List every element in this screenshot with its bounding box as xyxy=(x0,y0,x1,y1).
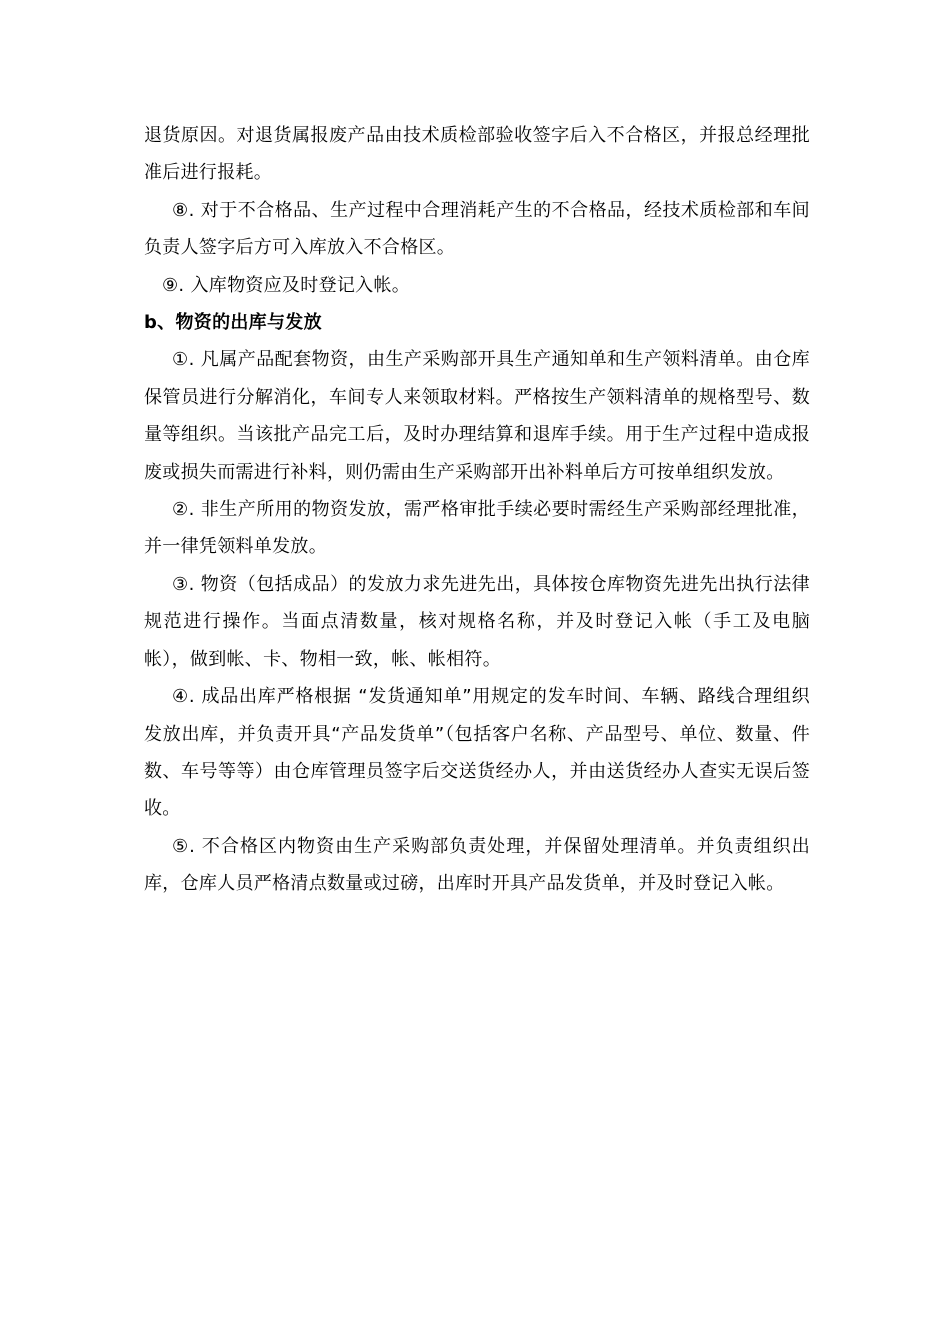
section-heading-outbound: b、物资的出库与发放 xyxy=(144,312,322,334)
paragraph-item-3: ③. 物资（包括成品）的发放力求先进先出，具体按仓库物资先进先出执行法律规范进行操作。当面点清数量，核对规格名称，并及时登记入帐（手工及电脑帐），做到帐、卡、物相一致，帐、帐相符。 xyxy=(144,573,810,670)
paragraph-item-5: ⑤. 不合格区内物资由生产采购部负责处理，并保留处理清单。并负责组织出库，仓库人员严格清点数量或过磅，出库时开具产品发货单，并及时登记入帐。 xyxy=(144,835,810,895)
paragraph-item-4: ④. 成品出库严格根据 “发货通知单”用规定的发车时间、车辆、路线合理组织发放出库，并负责开具“产品发货单”（包括客户名称、产品型号、单位、数量、件数、车号等等）由仓库管理员签字后交送货经办人，并由送货经办人查实无误后签收。 xyxy=(144,686,810,820)
document-page xyxy=(144,117,810,903)
paragraph-return-reason: 退货原因。对退货属报废产品由技术质检部验收签字后入不合格区，并报总经理批准后进行报耗。 xyxy=(144,125,810,184)
paragraph-item-9: ⑨. 入库物资应及时登记入帐。 xyxy=(162,274,411,296)
paragraph-item-1: ①. 凡属产品配套物资，由生产采购部开具生产通知单和生产领料清单。由仓库保管员进行分解消化，车间专人来领取材料。严格按生产领料清单的规格型号、数量等组织。当该批产品完工后，及时办理结算和退库手续。用于生产过程中造成报废或损失而需进行补料，则仍需由生产采购部开出补料单后方可按单组织发放。 xyxy=(144,349,810,483)
paragraph-item-8: ⑧. 对于不合格品、生产过程中合理消耗产生的不合格品，经技术质检部和车间负责人签字后方可入库放入不合格区。 xyxy=(144,199,810,259)
paragraph-item-2: ②. 非生产所用的物资发放，需严格审批手续必要时需经生产采购部经理批准，并一律凭领料单发放。 xyxy=(144,499,810,558)
